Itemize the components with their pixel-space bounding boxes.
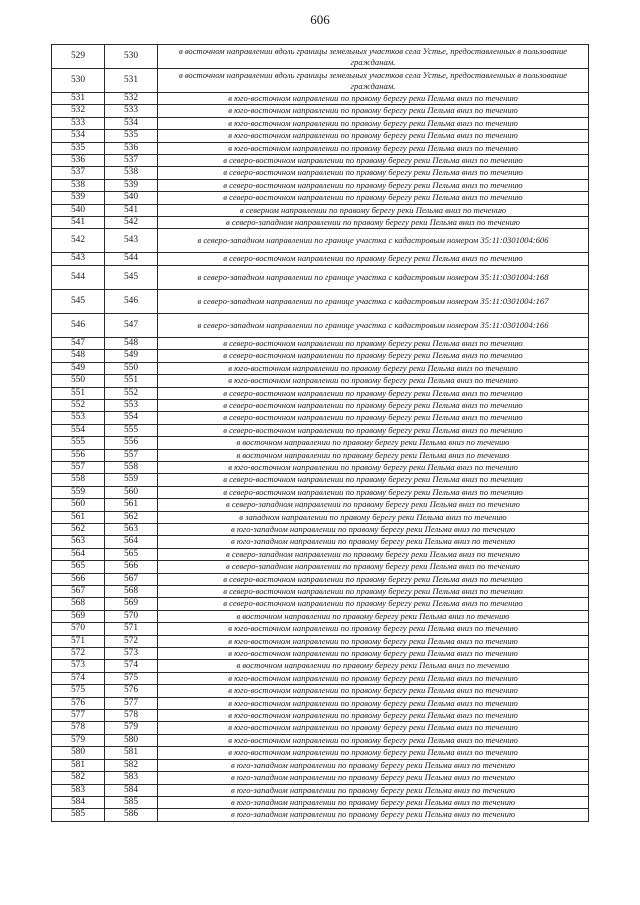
table-row <box>52 375 589 387</box>
point-to-cell: 549 <box>105 350 158 362</box>
point-from-cell: 533 <box>52 117 105 129</box>
table-row <box>52 461 589 473</box>
point-to-cell: 583 <box>105 772 158 784</box>
boundary-description-cell: в северо-восточном направлении по правому берегу реки Пельма вниз по течению <box>158 179 589 191</box>
table-row <box>52 586 589 598</box>
point-from-cell: 581 <box>52 759 105 771</box>
point-from-cell: 530 <box>52 69 105 93</box>
table-row <box>52 499 589 511</box>
table-row <box>52 229 589 253</box>
table-row <box>52 424 589 436</box>
point-to-cell: 560 <box>105 486 158 498</box>
boundary-description-cell: в восточном направлении вдоль границы земельных участков села Устье, предоставленных в пользование гражданам. <box>158 45 589 69</box>
table-row <box>52 105 589 117</box>
table-row <box>52 561 589 573</box>
point-to-cell: 530 <box>105 45 158 69</box>
point-from-cell: 565 <box>52 561 105 573</box>
table-row <box>52 809 589 821</box>
table-row <box>52 635 589 647</box>
boundary-description-cell: в северо-западном направлении по границе участка с кадастровым номером 35:11:0301004:167 <box>158 289 589 313</box>
table-row <box>52 313 589 337</box>
point-from-cell: 556 <box>52 449 105 461</box>
table-row <box>52 536 589 548</box>
table-body <box>52 45 589 822</box>
point-from-cell: 532 <box>52 105 105 117</box>
point-to-cell: 578 <box>105 710 158 722</box>
table-row <box>52 548 589 560</box>
point-from-cell: 546 <box>52 313 105 337</box>
point-to-cell: 569 <box>105 598 158 610</box>
boundary-description-cell: в юго-восточном направлении по правому берегу реки Пельма вниз по течению <box>158 697 589 709</box>
point-to-cell: 565 <box>105 548 158 560</box>
table-row <box>52 747 589 759</box>
point-from-cell: 531 <box>52 93 105 105</box>
boundary-description-cell: в северо-западном направлении по правому берегу реки Пельма вниз по течению <box>158 499 589 511</box>
point-to-cell: 552 <box>105 387 158 399</box>
point-to-cell: 567 <box>105 573 158 585</box>
point-to-cell: 568 <box>105 586 158 598</box>
point-from-cell: 557 <box>52 461 105 473</box>
boundary-description-cell: в юго-восточном направлении по правому берегу реки Пельма вниз по течению <box>158 734 589 746</box>
point-to-cell: 547 <box>105 313 158 337</box>
point-to-cell: 575 <box>105 672 158 684</box>
boundary-description-cell: в северо-западном направлении по правому берегу реки Пельма вниз по течению <box>158 548 589 560</box>
point-to-cell: 533 <box>105 105 158 117</box>
point-from-cell: 558 <box>52 474 105 486</box>
point-from-cell: 561 <box>52 511 105 523</box>
table-row <box>52 623 589 635</box>
point-from-cell: 539 <box>52 192 105 204</box>
boundary-description-cell: в юго-восточном направлении по правому берегу реки Пельма вниз по течению <box>158 747 589 759</box>
boundary-description-cell: в северо-восточном направлении по правому берегу реки Пельма вниз по течению <box>158 474 589 486</box>
point-from-cell: 574 <box>52 672 105 684</box>
boundary-description-cell: в юго-западном направлении по правому берегу реки Пельма вниз по течению <box>158 784 589 796</box>
table-row <box>52 289 589 313</box>
point-from-cell: 575 <box>52 685 105 697</box>
table-row <box>52 759 589 771</box>
table-row <box>52 387 589 399</box>
table-row <box>52 192 589 204</box>
point-from-cell: 563 <box>52 536 105 548</box>
table-row <box>52 784 589 796</box>
point-to-cell: 534 <box>105 117 158 129</box>
table-row <box>52 598 589 610</box>
point-to-cell: 538 <box>105 167 158 179</box>
table-row <box>52 93 589 105</box>
boundary-description-cell: в северо-западном направлении по границе участка с кадастровым номером 35:11:0301004:168 <box>158 265 589 289</box>
boundary-description-cell: в северо-восточном направлении по правому берегу реки Пельма вниз по течению <box>158 350 589 362</box>
point-from-cell: 541 <box>52 217 105 229</box>
point-from-cell: 569 <box>52 610 105 622</box>
table-row <box>52 474 589 486</box>
boundary-description-cell: в юго-восточном направлении по правому берегу реки Пельма вниз по течению <box>158 623 589 635</box>
point-to-cell: 557 <box>105 449 158 461</box>
point-from-cell: 583 <box>52 784 105 796</box>
boundary-description-cell: в юго-западном направлении по правому берегу реки Пельма вниз по течению <box>158 523 589 535</box>
point-from-cell: 544 <box>52 265 105 289</box>
boundary-description-cell: в юго-восточном направлении по правому берегу реки Пельма вниз по течению <box>158 635 589 647</box>
boundary-description-cell: в северном направлении по правому берегу реки Пельма вниз по течению <box>158 204 589 216</box>
boundary-description-cell: в юго-восточном направлении по правому берегу реки Пельма вниз по течению <box>158 130 589 142</box>
table-row <box>52 69 589 93</box>
point-to-cell: 561 <box>105 499 158 511</box>
table-row <box>52 573 589 585</box>
table-row <box>52 362 589 374</box>
table-row <box>52 253 589 265</box>
point-from-cell: 582 <box>52 772 105 784</box>
table-row <box>52 796 589 808</box>
point-to-cell: 572 <box>105 635 158 647</box>
point-from-cell: 540 <box>52 204 105 216</box>
boundary-description-cell: в восточном направлении по правому берегу реки Пельма вниз по течению <box>158 449 589 461</box>
point-from-cell: 584 <box>52 796 105 808</box>
boundary-description-cell: в юго-восточном направлении по правому берегу реки Пельма вниз по течению <box>158 722 589 734</box>
boundary-description-cell: в северо-восточном направлении по правому берегу реки Пельма вниз по течению <box>158 598 589 610</box>
boundary-description-cell: в восточном направлении вдоль границы земельных участков села Устье, предоставленных в пользование гражданам. <box>158 69 589 93</box>
table-row <box>52 486 589 498</box>
boundary-description-cell: в северо-восточном направлении по правому берегу реки Пельма вниз по течению <box>158 424 589 436</box>
point-to-cell: 585 <box>105 796 158 808</box>
table-row <box>52 217 589 229</box>
point-to-cell: 558 <box>105 461 158 473</box>
table-row <box>52 45 589 69</box>
point-to-cell: 546 <box>105 289 158 313</box>
table-row <box>52 685 589 697</box>
point-from-cell: 566 <box>52 573 105 585</box>
point-from-cell: 578 <box>52 722 105 734</box>
table-row <box>52 265 589 289</box>
boundary-description-cell: в северо-восточном направлении по правому берегу реки Пельма вниз по течению <box>158 486 589 498</box>
point-to-cell: 545 <box>105 265 158 289</box>
point-from-cell: 545 <box>52 289 105 313</box>
table-row <box>52 437 589 449</box>
point-to-cell: 577 <box>105 697 158 709</box>
table-row <box>52 710 589 722</box>
point-to-cell: 559 <box>105 474 158 486</box>
point-to-cell: 556 <box>105 437 158 449</box>
point-from-cell: 577 <box>52 710 105 722</box>
point-from-cell: 580 <box>52 747 105 759</box>
point-to-cell: 562 <box>105 511 158 523</box>
boundary-description-cell: в юго-восточном направлении по правому берегу реки Пельма вниз по течению <box>158 672 589 684</box>
point-to-cell: 570 <box>105 610 158 622</box>
table-row <box>52 610 589 622</box>
point-to-cell: 581 <box>105 747 158 759</box>
table-row <box>52 523 589 535</box>
table-row <box>52 449 589 461</box>
point-from-cell: 568 <box>52 598 105 610</box>
point-to-cell: 586 <box>105 809 158 821</box>
boundary-description-table <box>51 44 589 822</box>
point-to-cell: 535 <box>105 130 158 142</box>
boundary-description-cell: в северо-восточном направлении по правому берегу реки Пельма вниз по течению <box>158 337 589 349</box>
table-row <box>52 130 589 142</box>
point-to-cell: 541 <box>105 204 158 216</box>
point-to-cell: 563 <box>105 523 158 535</box>
point-to-cell: 564 <box>105 536 158 548</box>
point-from-cell: 550 <box>52 375 105 387</box>
boundary-description-cell: в юго-восточном направлении по правому берегу реки Пельма вниз по течению <box>158 142 589 154</box>
table-row <box>52 142 589 154</box>
boundary-description-cell: в юго-восточном направлении по правому берегу реки Пельма вниз по течению <box>158 685 589 697</box>
table-row <box>52 350 589 362</box>
boundary-description-cell: в юго-восточном направлении по правому берегу реки Пельма вниз по течению <box>158 362 589 374</box>
boundary-description-cell: в северо-западном направлении по правому берегу реки Пельма вниз по течению <box>158 561 589 573</box>
boundary-description-cell: в восточном направлении по правому берегу реки Пельма вниз по течению <box>158 660 589 672</box>
table-row <box>52 511 589 523</box>
point-from-cell: 576 <box>52 697 105 709</box>
point-from-cell: 549 <box>52 362 105 374</box>
point-from-cell: 585 <box>52 809 105 821</box>
boundary-description-cell: в юго-западном направлении по правому берегу реки Пельма вниз по течению <box>158 759 589 771</box>
table-row <box>52 722 589 734</box>
point-from-cell: 538 <box>52 179 105 191</box>
boundary-description-cell: в северо-восточном направлении по правому берегу реки Пельма вниз по течению <box>158 387 589 399</box>
point-from-cell: 564 <box>52 548 105 560</box>
point-from-cell: 535 <box>52 142 105 154</box>
boundary-description-cell: в юго-восточном направлении по правому берегу реки Пельма вниз по течению <box>158 105 589 117</box>
boundary-description-cell: в северо-восточном направлении по правому берегу реки Пельма вниз по течению <box>158 586 589 598</box>
point-to-cell: 554 <box>105 412 158 424</box>
point-to-cell: 566 <box>105 561 158 573</box>
point-to-cell: 574 <box>105 660 158 672</box>
point-from-cell: 573 <box>52 660 105 672</box>
table-row <box>52 167 589 179</box>
point-from-cell: 553 <box>52 412 105 424</box>
table-row <box>52 337 589 349</box>
table-row <box>52 734 589 746</box>
point-to-cell: 576 <box>105 685 158 697</box>
boundary-description-cell: в восточном направлении по правому берегу реки Пельма вниз по течению <box>158 437 589 449</box>
boundary-description-cell: в юго-западном направлении по правому берегу реки Пельма вниз по течению <box>158 796 589 808</box>
table-row <box>52 179 589 191</box>
point-to-cell: 543 <box>105 229 158 253</box>
point-to-cell: 571 <box>105 623 158 635</box>
boundary-description-cell: в юго-восточном направлении по правому берегу реки Пельма вниз по течению <box>158 117 589 129</box>
point-from-cell: 562 <box>52 523 105 535</box>
point-from-cell: 552 <box>52 399 105 411</box>
boundary-description-cell: в северо-восточном направлении по правому берегу реки Пельма вниз по течению <box>158 155 589 167</box>
point-to-cell: 539 <box>105 179 158 191</box>
boundary-description-cell: в северо-восточном направлении по правому берегу реки Пельма вниз по течению <box>158 412 589 424</box>
boundary-description-cell: в юго-западном направлении по правому берегу реки Пельма вниз по течению <box>158 772 589 784</box>
point-to-cell: 542 <box>105 217 158 229</box>
point-to-cell: 548 <box>105 337 158 349</box>
boundary-description-cell: в северо-западном направлении по правому берегу реки Пельма вниз по течению <box>158 217 589 229</box>
boundary-description-cell: в западном направлении по правому берегу реки Пельма вниз по течению <box>158 511 589 523</box>
point-to-cell: 536 <box>105 142 158 154</box>
boundary-description-cell: в северо-восточном направлении по правому берегу реки Пельма вниз по течению <box>158 167 589 179</box>
table-row <box>52 204 589 216</box>
boundary-description-cell: в юго-восточном направлении по правому берегу реки Пельма вниз по течению <box>158 710 589 722</box>
point-to-cell: 537 <box>105 155 158 167</box>
point-from-cell: 547 <box>52 337 105 349</box>
point-from-cell: 548 <box>52 350 105 362</box>
point-from-cell: 534 <box>52 130 105 142</box>
point-from-cell: 579 <box>52 734 105 746</box>
point-from-cell: 543 <box>52 253 105 265</box>
point-to-cell: 551 <box>105 375 158 387</box>
point-from-cell: 555 <box>52 437 105 449</box>
point-from-cell: 567 <box>52 586 105 598</box>
boundary-description-cell: в юго-западном направлении по правому берегу реки Пельма вниз по течению <box>158 809 589 821</box>
point-from-cell: 570 <box>52 623 105 635</box>
point-from-cell: 560 <box>52 499 105 511</box>
boundary-description-cell: в северо-восточном направлении по правому берегу реки Пельма вниз по течению <box>158 253 589 265</box>
point-to-cell: 532 <box>105 93 158 105</box>
point-to-cell: 540 <box>105 192 158 204</box>
boundary-description-cell: в северо-западном направлении по границе участка с кадастровым номером 35:11:0301004:606 <box>158 229 589 253</box>
point-from-cell: 542 <box>52 229 105 253</box>
point-from-cell: 554 <box>52 424 105 436</box>
point-from-cell: 559 <box>52 486 105 498</box>
boundary-description-cell: в северо-восточном направлении по правому берегу реки Пельма вниз по течению <box>158 573 589 585</box>
page-number: 606 <box>310 12 330 27</box>
point-from-cell: 537 <box>52 167 105 179</box>
point-from-cell: 572 <box>52 648 105 660</box>
table-row <box>52 648 589 660</box>
table-row <box>52 697 589 709</box>
point-to-cell: 582 <box>105 759 158 771</box>
boundary-description-cell: в восточном направлении по правому берегу реки Пельма вниз по течению <box>158 610 589 622</box>
table-row <box>52 155 589 167</box>
boundary-description-cell: в юго-восточном направлении по правому берегу реки Пельма вниз по течению <box>158 461 589 473</box>
point-from-cell: 551 <box>52 387 105 399</box>
point-to-cell: 580 <box>105 734 158 746</box>
point-to-cell: 531 <box>105 69 158 93</box>
boundary-description-cell: в юго-восточном направлении по правому берегу реки Пельма вниз по течению <box>158 648 589 660</box>
boundary-description-cell: в юго-восточном направлении по правому берегу реки Пельма вниз по течению <box>158 375 589 387</box>
point-from-cell: 571 <box>52 635 105 647</box>
boundary-description-cell: в юго-западном направлении по правому берегу реки Пельма вниз по течению <box>158 536 589 548</box>
point-to-cell: 573 <box>105 648 158 660</box>
point-to-cell: 579 <box>105 722 158 734</box>
table-row <box>52 660 589 672</box>
point-from-cell: 529 <box>52 45 105 69</box>
point-to-cell: 555 <box>105 424 158 436</box>
boundary-description-cell: в северо-западном направлении по границе участка с кадастровым номером 35:11:0301004:166 <box>158 313 589 337</box>
boundary-description-cell: в северо-восточном направлении по правому берегу реки Пельма вниз по течению <box>158 399 589 411</box>
point-to-cell: 544 <box>105 253 158 265</box>
table-row <box>52 412 589 424</box>
table-row <box>52 672 589 684</box>
point-to-cell: 550 <box>105 362 158 374</box>
table-row <box>52 117 589 129</box>
boundary-description-cell: в юго-восточном направлении по правому берегу реки Пельма вниз по течению <box>158 93 589 105</box>
boundary-description-cell: в северо-восточном направлении по правому берегу реки Пельма вниз по течению <box>158 192 589 204</box>
point-to-cell: 584 <box>105 784 158 796</box>
table-row <box>52 399 589 411</box>
point-from-cell: 536 <box>52 155 105 167</box>
table-row <box>52 772 589 784</box>
point-to-cell: 553 <box>105 399 158 411</box>
